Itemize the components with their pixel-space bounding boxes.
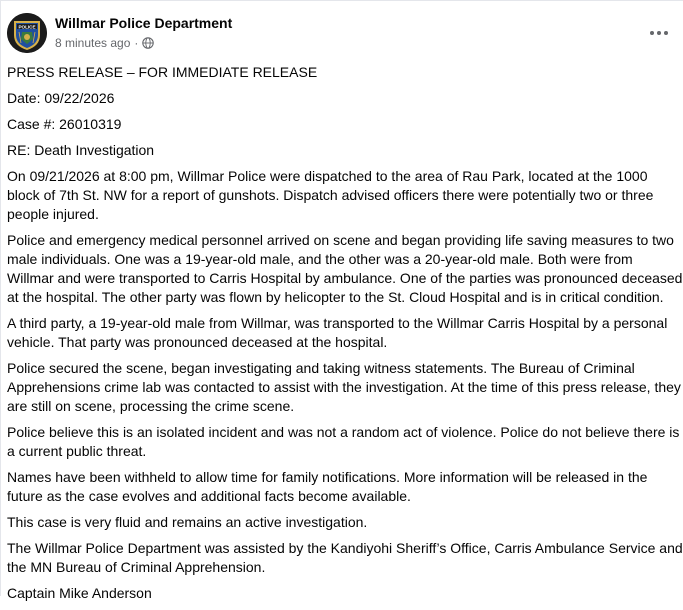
timestamp-link[interactable]: 8 minutes ago — [55, 36, 131, 50]
page-name-link[interactable]: Willmar Police Department — [55, 15, 233, 31]
paragraph-notifications: Names have been withheld to allow time for family notifications. More information will be released in the future as the case evolves and additional facts become available. — [7, 469, 648, 504]
paragraph-status: This case is very fluid and remains an active investigation. — [7, 514, 368, 530]
more-options-button[interactable] — [645, 21, 673, 45]
more-dots-icon — [649, 30, 669, 36]
police-badge-icon — [7, 13, 47, 53]
paragraph-dispatch: On 09/21/2026 at 8:00 pm, Willmar Police were dispatched to the area of Rau Park, located at the 1000 block of 7th St. NW for a report of gunshots. Dispatch advised officers there were potentially two or three people injured. — [7, 168, 654, 222]
paragraph-response: Police and emergency medical personnel arrived on scene and began providing life saving measures to two male individuals. One was a 19-year-old male, and the other was a 20-year-old male. Both were from Willmar and were transported to Carris Hospital by ambulance. One of the parties was pronounced deceased at the hospital. The other party was flown by helicopter to the St. Cloud Hospital and is in critical condition. — [7, 232, 683, 305]
case-number-line: Case #: 26010319 — [7, 116, 122, 132]
avatar[interactable] — [7, 13, 47, 53]
post-body — [7, 63, 683, 610]
paragraph-third-party: A third party, a 19-year-old male from Willmar, was transported to the Willmar Carris Hospital by a personal vehicle. That party was pronounced deceased at the hospital. — [7, 315, 668, 350]
paragraph-assisting-agencies: The Willmar Police Department was assisted by the Kandiyohi Sheriff’s Office, Carris Ambulance Service and the MN Bureau of Criminal Apprehension. — [7, 540, 683, 575]
subject-line: RE: Death Investigation — [7, 142, 155, 158]
date-line: Date: 09/22/2026 — [7, 90, 115, 106]
separator-dot: · — [134, 36, 139, 50]
globe-icon[interactable] — [142, 37, 154, 49]
press-release-heading: PRESS RELEASE – FOR IMMEDIATE RELEASE — [7, 64, 318, 80]
paragraph-investigation: Police secured the scene, began investigating and taking witness statements. The Bureau of Criminal Apprehensions crime lab was contacted to assist with the investigation. At the time of this press release, they are still on scene, processing the crime scene. — [7, 360, 681, 414]
paragraph-threat: Police believe this is an isolated incident and was not a random act of violence. Police do not believe there is a current public threat. — [7, 424, 680, 459]
post-meta — [55, 13, 232, 51]
post-header — [7, 13, 673, 57]
signature-line: Captain Mike Anderson — [7, 585, 152, 601]
post-subline — [55, 35, 232, 51]
svg-text:POLICE: POLICE — [18, 24, 36, 30]
